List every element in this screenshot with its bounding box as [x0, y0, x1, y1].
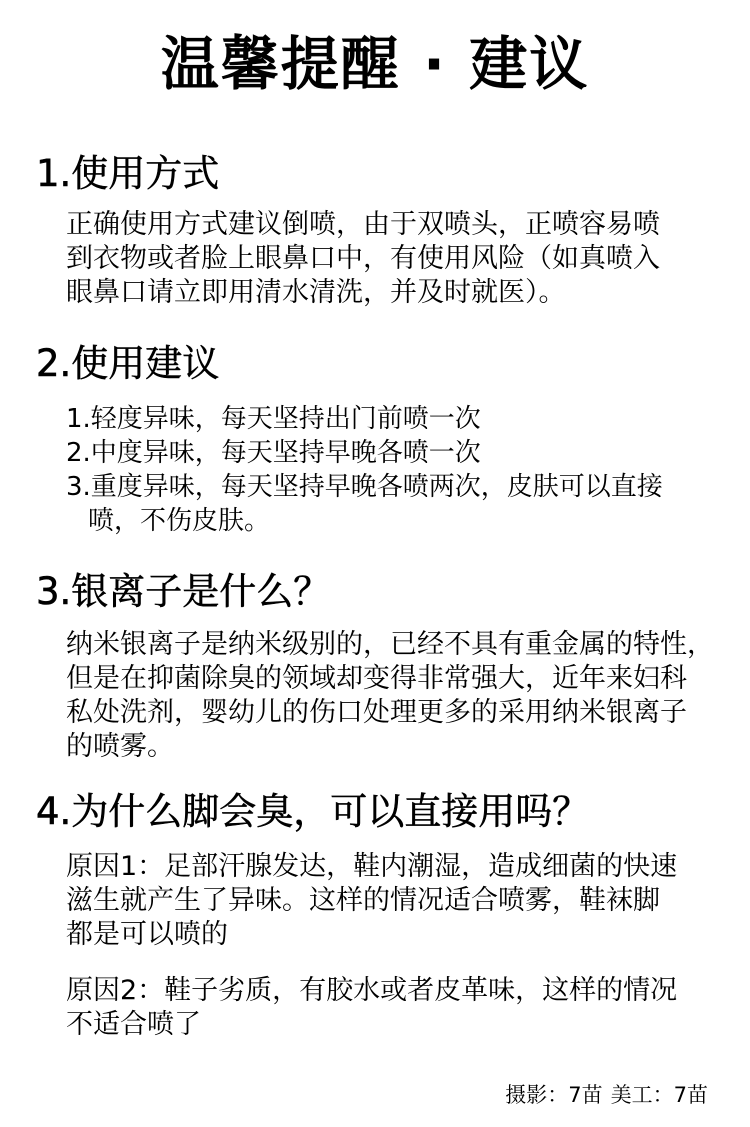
section-heading-foot-odor: 4.为什么脚会臭，可以直接用吗？: [36, 790, 590, 833]
section-body-usage-advice: [66, 402, 663, 538]
text-line: 但是在抑菌除臭的领域却变得非常强大，近年来妇科: [66, 663, 687, 694]
list-item: 2.中度异味，每天坚持早晚各喷一次: [66, 438, 481, 468]
page-title: 温馨提醒 · 建议: [160, 30, 590, 98]
text-line: 都是可以喷的: [66, 919, 228, 950]
text-line: 眼鼻口请立即用清水清洗，并及时就医）。: [66, 277, 566, 308]
text-line: 原因1：足部汗腺发达，鞋内潮湿，造成细菌的快速: [66, 851, 678, 882]
text-line: 的喷雾。: [66, 731, 174, 762]
text-line: 纳米银离子是纳米级别的，已经不具有重金属的特性，: [66, 629, 714, 660]
text-line: 原因2：鞋子劣质，有胶水或者皮革味，这样的情况: [66, 975, 678, 1006]
reason-2-text: [66, 974, 677, 1042]
section-body-silver-ion: [66, 628, 714, 764]
list-item-continuation: 喷，不伤皮肤。: [88, 506, 271, 536]
section-heading-usage-advice: 2.使用建议: [36, 342, 220, 385]
text-line: 私处洗剂，婴幼儿的伤口处理更多的采用纳米银离子: [66, 697, 687, 728]
text-line: 到衣物或者脸上眼鼻口中，有使用风险（如真喷入: [66, 243, 660, 274]
text-line: 正确使用方式建议倒喷，由于双喷头，正喷容易喷: [66, 209, 660, 240]
text-line: 滋生就产生了异味。这样的情况适合喷雾，鞋袜脚: [66, 885, 660, 916]
reason-1-text: [66, 850, 677, 952]
photo-credit: [505, 1080, 708, 1110]
section-heading-silver-ion: 3.银离子是什么？: [36, 570, 331, 613]
photographer-credit: 摄影：7苗: [505, 1083, 603, 1107]
designer-credit: 美工：7苗: [610, 1083, 708, 1107]
text-line: 不适合喷了: [66, 1009, 201, 1040]
list-item: 3.重度异味，每天坚持早晚各喷两次，皮肤可以直接: [66, 472, 663, 502]
section-body-usage-method: [66, 208, 660, 310]
section-heading-usage-method: 1.使用方式: [36, 152, 220, 195]
list-item: 1.轻度异味，每天坚持出门前喷一次: [66, 404, 481, 434]
